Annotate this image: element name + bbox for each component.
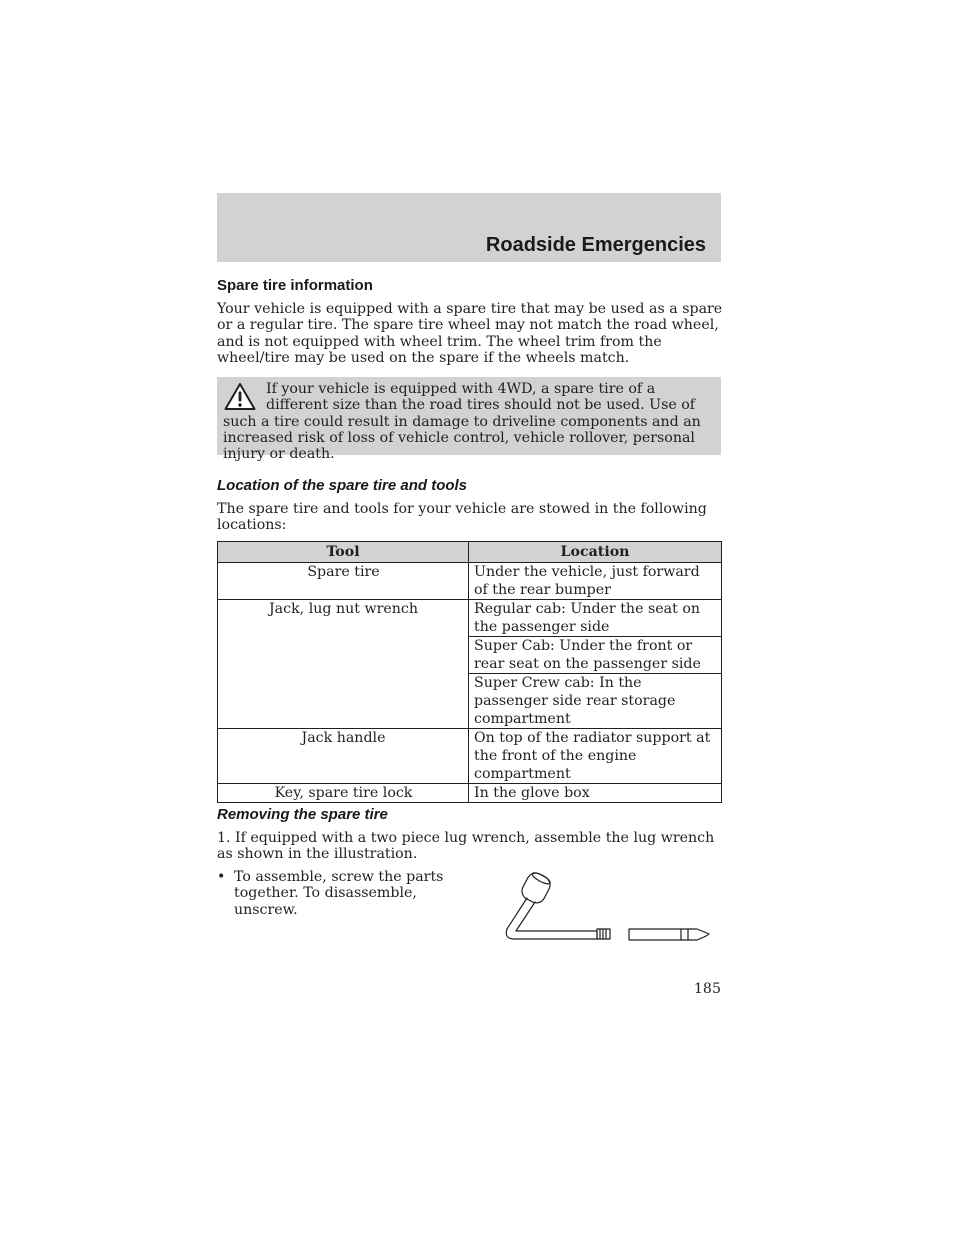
table-cell-tool: Key, spare tire lock — [218, 784, 469, 803]
lug-wrench-illustration — [500, 868, 712, 944]
tool-location-table — [217, 541, 722, 803]
table-row — [218, 600, 722, 637]
table-header-row — [218, 542, 722, 563]
table-cell-location: Super Crew cab: In the passenger side rear storage compartment — [469, 674, 722, 729]
table-cell-tool: Jack, lug nut wrench — [218, 600, 469, 729]
chapter-title: Roadside Emergencies — [485, 234, 706, 256]
table-cell-tool: Jack handle — [218, 729, 469, 784]
table-cell-location: In the glove box — [469, 784, 722, 803]
table-cell-location: On top of the radiator support at the front of the engine compartment — [469, 729, 722, 784]
table-header-tool: Tool — [218, 542, 469, 563]
bullet-symbol: • — [217, 869, 226, 885]
location-paragraph: The spare tire and tools for your vehicle are stowed in the following locations: — [217, 501, 707, 534]
section-heading-removing: Removing the spare tire — [217, 806, 388, 823]
spare-tire-information-paragraph: Your vehicle is equipped with a spare tire that may be used as a spare or a regular tire. The spare tire wheel may not match the road wheel, and is not equipped with wheel trim. The wheel trim from the wheel/tire may be used on the spare if the wheels match. — [217, 301, 723, 366]
table-row — [218, 784, 722, 803]
page-number: 185 — [693, 981, 721, 997]
table-header-location: Location — [469, 542, 722, 563]
table-row — [218, 729, 722, 784]
step-1-text: 1. If equipped with a two piece lug wrench, assemble the lug wrench as shown in the illustration. — [217, 830, 715, 863]
chapter-header-band — [217, 193, 721, 262]
bullet-text: To assemble, screw the parts together. To disassemble, unscrew. — [234, 869, 444, 918]
table-cell-location: Super Cab: Under the front or rear seat on the passenger side — [469, 637, 722, 674]
section-heading-spare-tire-information: Spare tire information — [217, 277, 373, 294]
warning-box — [217, 377, 721, 463]
table-cell-tool: Spare tire — [218, 563, 469, 600]
warning-text: If your vehicle is equipped with 4WD, a spare tire of a different size than the road tires should not be used. Use of such a tire could result in damage to driveline components and an increased risk of loss of vehicle control, vehicle rollover, personal injury or death. — [223, 381, 701, 463]
table-cell-location: Regular cab: Under the seat on the passenger side — [469, 600, 722, 637]
section-heading-location: Location of the spare tire and tools — [217, 477, 468, 494]
table-cell-location: Under the vehicle, just forward of the rear bumper — [469, 563, 722, 600]
table-row — [218, 563, 722, 600]
